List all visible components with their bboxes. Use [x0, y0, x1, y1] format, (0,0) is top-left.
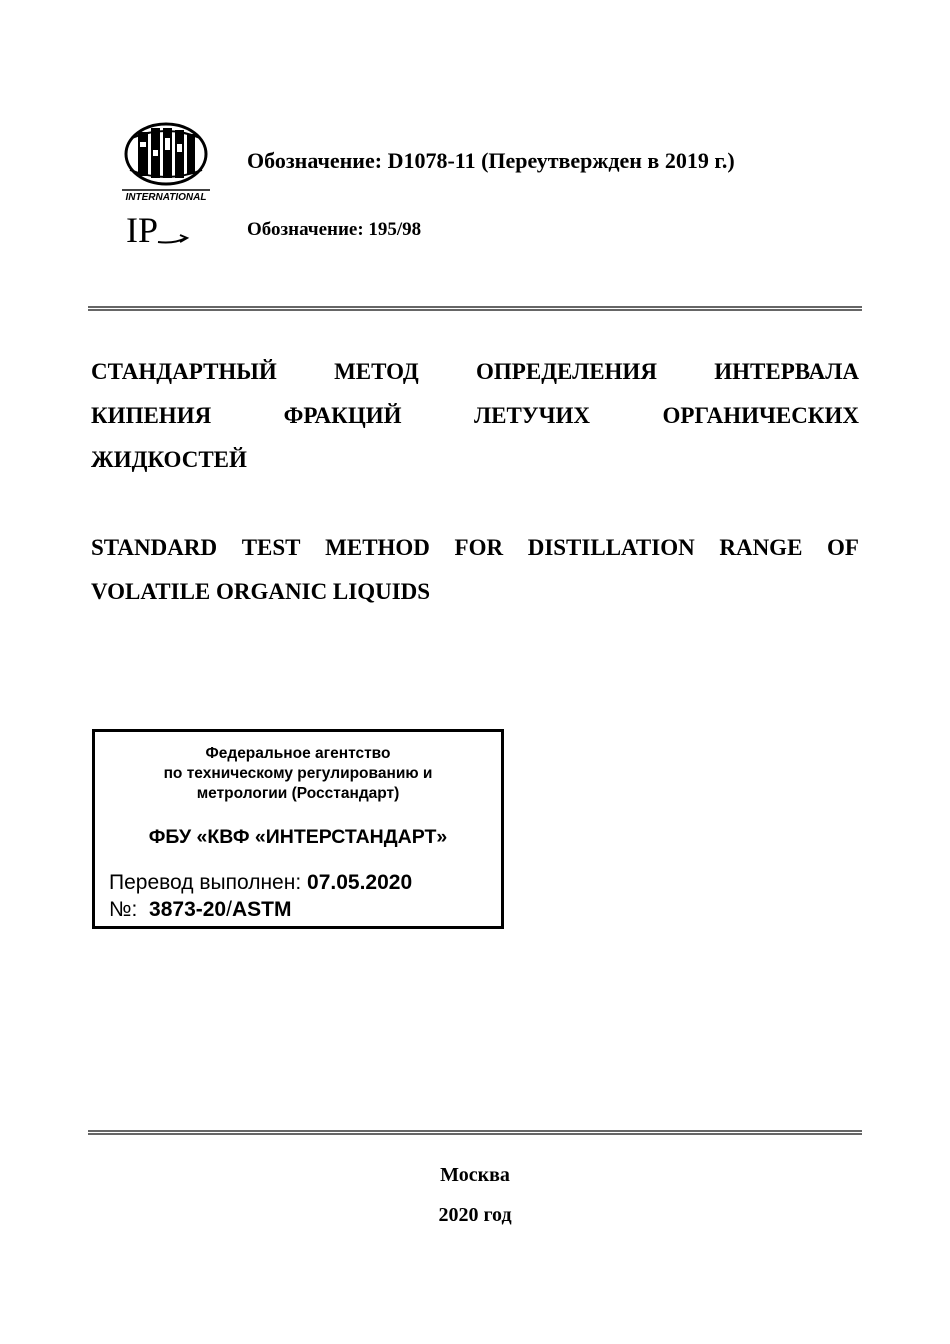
title-word: ФРАКЦИЙ [283, 403, 402, 428]
number-label: №: [109, 898, 138, 921]
title-word: STANDARD [91, 535, 218, 560]
title-word: ЖИДКОСТЕЙ [91, 447, 247, 472]
title-word: ИНТЕРВАЛА [714, 359, 859, 384]
title-word: VOLATILE ORGANIC LIQUIDS [91, 579, 431, 604]
astm-logo [118, 120, 214, 204]
title-word: METHOD [325, 535, 430, 560]
number-value: 3873-20 [149, 898, 227, 921]
title-word: СТАНДАРТНЫЙ [91, 359, 277, 384]
title-word: DISTILLATION [527, 535, 695, 560]
title-word: МЕТОД [334, 359, 419, 384]
designation-secondary: Обозначение: 195/98 [247, 219, 422, 240]
stamp-agency [95, 744, 501, 804]
number-suffix: ASTM [231, 898, 292, 921]
translation-label: Перевод выполнен: [109, 871, 302, 894]
stamp-translation-date-row [109, 871, 412, 895]
stamp-agency-line: метрологии (Росстандарт) [196, 785, 400, 802]
title-word: КИПЕНИЯ [91, 403, 212, 428]
footer-city: Москва [440, 1164, 510, 1186]
stamp-number-row [109, 898, 291, 922]
title-ru-line-2 [91, 394, 859, 438]
translation-stamp [92, 729, 504, 929]
title-ru-line-3 [91, 438, 859, 482]
title-russian [91, 350, 859, 482]
title-en-line-1 [91, 526, 859, 570]
title-en-line-2 [91, 570, 859, 614]
astm-logo-text: INTERNATIONAL [125, 192, 207, 203]
title-word: FOR [454, 535, 504, 560]
stamp-agency-line: по техническому регулированию и [163, 765, 433, 782]
designation-primary: Обозначение: D1078-11 (Переутвержден в 2019 г.) [247, 148, 735, 173]
title-word: ОПРЕДЕЛЕНИЯ [476, 359, 657, 384]
ip-logo [124, 208, 190, 248]
number-separator: / [226, 898, 232, 921]
title-english [91, 526, 859, 614]
title-ru-line-1 [91, 350, 859, 394]
divider-bottom [88, 1130, 862, 1135]
ip-logo-text: IP [126, 210, 159, 248]
footer-year: 2020 год [438, 1204, 512, 1226]
translation-date: 07.05.2020 [307, 871, 413, 894]
title-word: ЛЕТУЧИХ [473, 403, 591, 428]
title-word: TEST [241, 535, 301, 560]
divider-top [88, 306, 862, 311]
stamp-organization: ФБУ «КВФ «ИНТЕРСТАНДАРТ» [148, 826, 448, 848]
title-word: OF [827, 535, 859, 560]
stamp-agency-line: Федеральное агентство [205, 745, 391, 762]
title-word: ОРГАНИЧЕСКИХ [662, 403, 859, 428]
title-word: RANGE [719, 535, 803, 560]
